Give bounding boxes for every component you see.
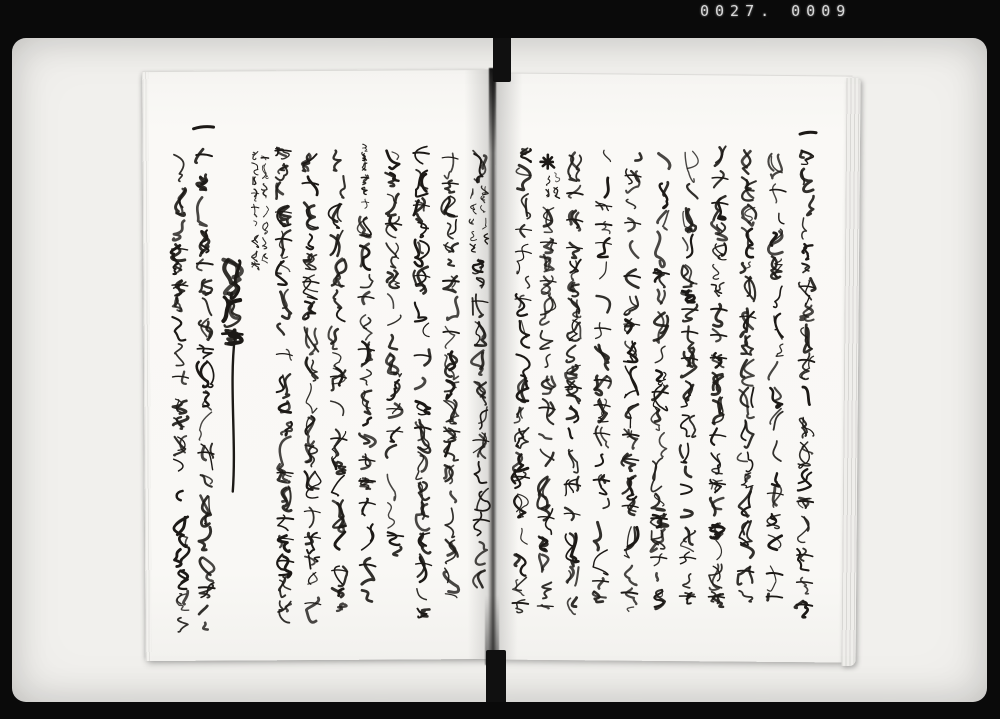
frame-counter-roll: 0027. <box>700 2 776 20</box>
scanner-bed <box>12 38 987 702</box>
book-gutter-shadow <box>488 68 497 665</box>
book-cradle-clamp-bottom <box>486 650 506 702</box>
right-page <box>491 72 852 662</box>
left-page <box>142 69 494 661</box>
right-page-handwriting <box>491 73 852 662</box>
left-page-handwriting <box>142 70 494 661</box>
book-cradle-clamp-top <box>493 38 511 82</box>
frame-counter-page: 0009 <box>791 2 852 20</box>
frame-counter <box>700 2 851 20</box>
